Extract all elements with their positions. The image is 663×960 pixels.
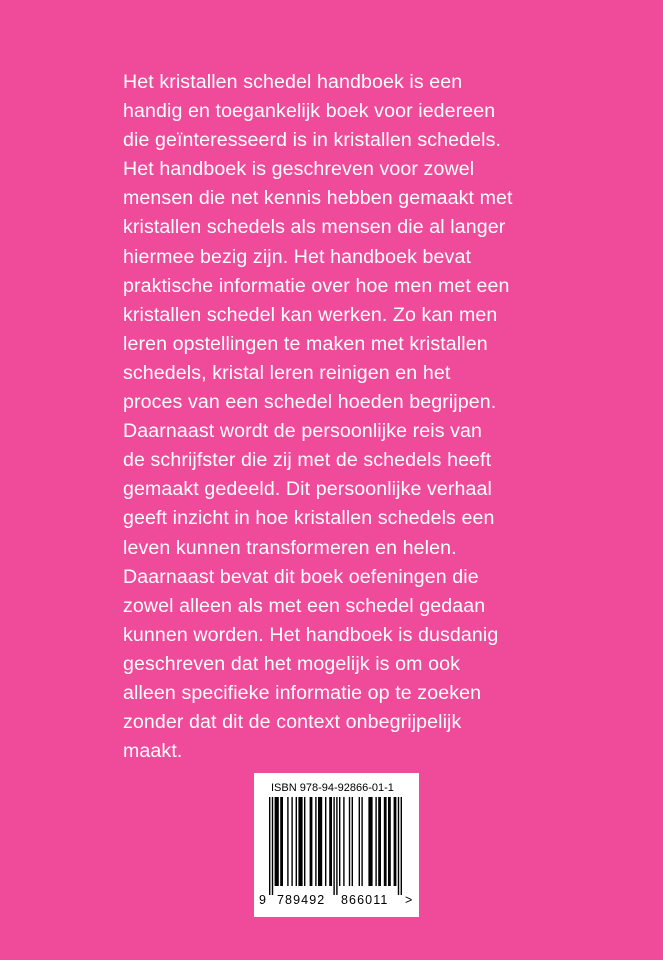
barcode-guard-bar	[272, 797, 273, 895]
barcode-bar	[325, 797, 326, 886]
barcode-bar	[318, 797, 322, 886]
barcode-bar	[375, 797, 376, 886]
blurb-line: Daarnaast bevat dit boek oefeningen die	[123, 565, 479, 588]
blurb-line: Daarnaast wordt de persoonlijke reis van	[123, 420, 483, 443]
barcode-quiet-zone-mark: >	[405, 893, 413, 907]
blurb-text	[123, 68, 553, 766]
barcode-bar	[384, 797, 387, 886]
barcode-bar	[368, 797, 372, 886]
blurb-line: alleen specifieke informatie op te zoeken	[123, 681, 482, 704]
blurb-line: zonder dat dit de context onbegrijpelijk	[123, 711, 462, 734]
barcode-bars	[269, 797, 403, 897]
barcode-bar	[329, 797, 332, 886]
blurb-line: de schrijfster die zij met de schedels heeft	[123, 449, 492, 472]
barcode-guard-bar	[269, 797, 270, 895]
barcode-left-digits: 789492	[277, 893, 326, 907]
isbn-barcode-box	[254, 773, 419, 917]
barcode-bar	[359, 797, 360, 886]
barcode-bar	[296, 797, 297, 886]
barcode-bar	[388, 797, 391, 886]
barcode-bar	[304, 797, 305, 886]
blurb-line: hiermee bezig zijn. Het handboek bevat	[123, 245, 471, 268]
blurb-line: geschreven dat het mogelijk is om ook	[123, 652, 460, 675]
barcode-guard-bar	[401, 797, 402, 895]
blurb-line: mensen die net kennis hebben gemaakt met	[123, 187, 513, 210]
barcode-bar	[349, 797, 350, 886]
blurb-line: maakt.	[123, 740, 183, 763]
blurb-line: Het handboek is geschreven voor zowel	[123, 158, 475, 181]
barcode-bar	[280, 797, 283, 886]
barcode-guard-bar	[336, 797, 337, 895]
barcode-bar	[298, 797, 302, 886]
blurb-line: schedels, kristal leren reinigen en het	[123, 361, 451, 384]
blurb-line: gemaakt gedeeld. Dit persoonlijke verhaal	[123, 478, 492, 501]
blurb-line: leven kunnen transformeren en helen.	[123, 536, 457, 559]
blurb-line: proces van een schedel hoeden begrijpen.	[123, 391, 497, 414]
blurb-line: kristallen schedels als mensen die al langer	[123, 216, 506, 239]
blurb-line: leren opstellingen te maken met kristallen	[123, 332, 488, 355]
barcode-bar	[310, 797, 313, 886]
barcode-bar	[339, 797, 340, 886]
blurb-line: zowel alleen als met een schedel gedaan	[123, 594, 486, 617]
barcode-right-digits: 866011	[341, 893, 389, 907]
blurb-line: geeft inzicht in hoe kristallen schedels een	[123, 507, 495, 530]
barcode-bar	[352, 797, 353, 886]
barcode-bar	[378, 797, 381, 886]
barcode-guard-bar	[333, 797, 334, 895]
barcode-bar	[315, 797, 316, 886]
barcode-bar	[394, 797, 397, 886]
barcode-guard-bar	[398, 797, 399, 895]
blurb-line: die geïnteresseerd is in kristallen schedels.	[123, 129, 502, 152]
blurb-line: kunnen worden. Het handboek is dusdanig	[123, 623, 499, 646]
blurb-line: praktische informatie over hoe men met een	[123, 274, 510, 297]
blurb-line: Het kristallen schedel handboek is een	[123, 71, 463, 93]
blurb-line: handig en toegankelijk boek voor iedereen	[123, 100, 496, 123]
barcode-lead-digit: 9	[259, 893, 266, 907]
barcode-bar	[361, 797, 362, 886]
blurb-line: kristallen schedel kan werken. Zo kan men	[123, 303, 498, 326]
isbn-label: ISBN 978-94-92866-01-1	[271, 782, 394, 794]
barcode-bar	[275, 797, 279, 886]
barcode-bar	[343, 797, 344, 886]
barcode-bar	[287, 797, 288, 886]
barcode-bar	[291, 797, 292, 886]
